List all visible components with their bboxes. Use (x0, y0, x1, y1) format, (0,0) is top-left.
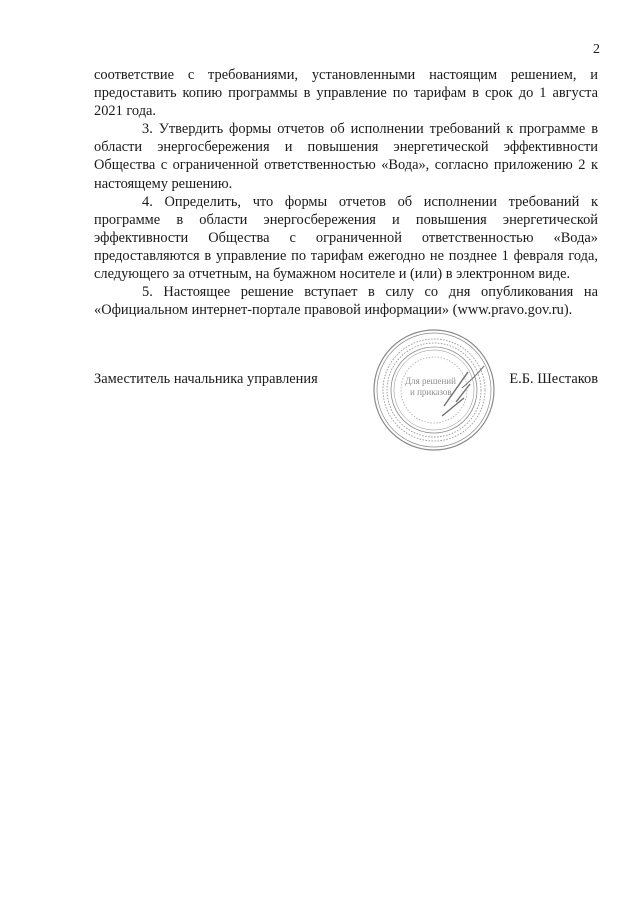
paragraph-item-5: 5. Настоящее решение вступает в силу со дня опубликования на «Официальном интернет-портале правовой информации» (www.pravo.gov.ru). (94, 284, 598, 319)
document-body (94, 66, 598, 319)
stamp-text-line1: Для решений (405, 376, 456, 386)
signatory-name: Е.Б. Шестаков (509, 371, 598, 387)
paragraph-item-3: 3. Утвердить формы отчетов об исполнении требований к программе в области энергосбережения и повышения энергетической эффективности Общества с ограниченной ответственностью «Вода», согласно приложению 2 к настоящему решению. (94, 121, 598, 192)
stamp-text-line2: и приказов (410, 387, 452, 397)
paragraph-continuation: соответствие с требованиями, установленными настоящим решением, и предоставить копию программы в управление по тарифам в срок до 1 августа 2021 года. (94, 67, 598, 120)
signatory-position: Заместитель начальника управления (94, 371, 318, 387)
official-seal-stamp (372, 328, 496, 452)
paragraph-item-4: 4. Определить, что формы отчетов об исполнении требований к программе в области энергосбережения и повышения энергетической эффективности Общества с ограниченной ответственностью «Вода» предоставляются в управление по тарифам ежегодно не позднее 1 февраля года, следующего за отчетным, на бумажном носителе и (или) в электронном виде. (94, 193, 598, 283)
page-number: 2 (593, 42, 600, 57)
